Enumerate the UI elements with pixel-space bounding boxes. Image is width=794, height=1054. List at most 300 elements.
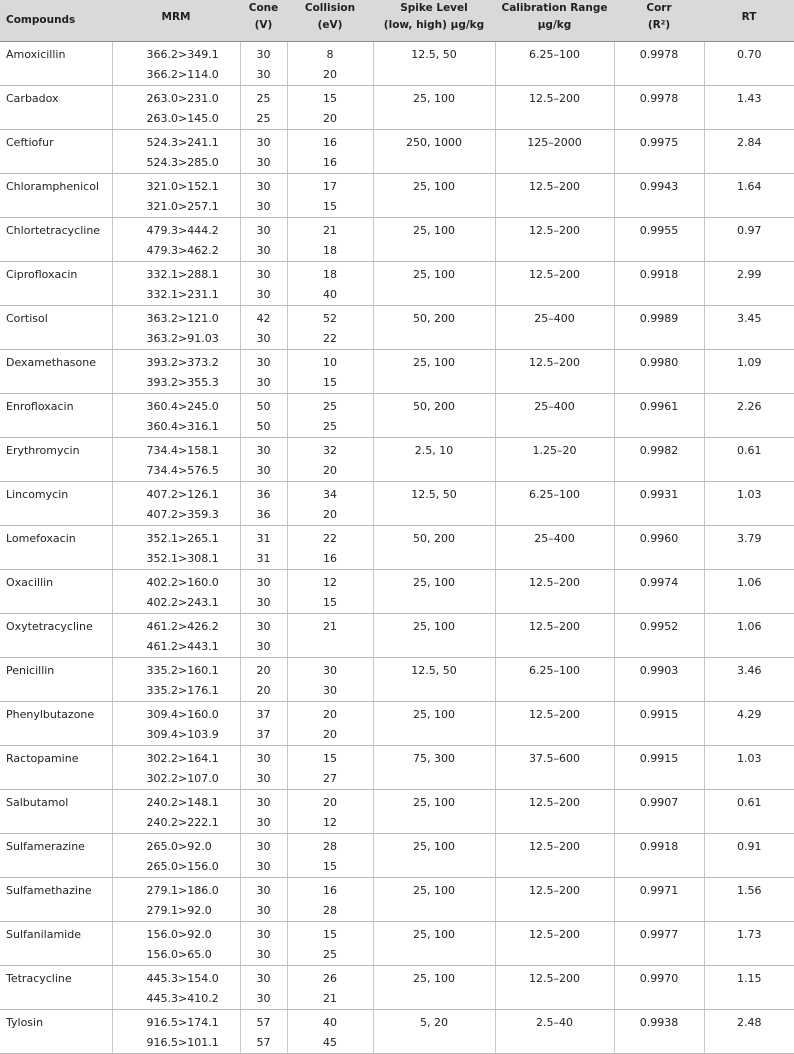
retention-time-empty (704, 901, 794, 922)
collision-energy: 30 (287, 681, 373, 702)
mrm-transition: 240.2>222.1 (112, 813, 240, 834)
correlation: 0.9961 (614, 394, 704, 418)
collision-energy: 15 (287, 857, 373, 878)
collision-energy: 10 (287, 350, 373, 374)
correlation-empty (614, 65, 704, 86)
header-spike-line2: (low, high) µg/kg (383, 19, 485, 31)
compound-name: Dexamethasone (6, 356, 97, 369)
mrm-transition: 916.5>101.1 (112, 1033, 240, 1054)
retention-time-empty (704, 945, 794, 966)
cone-voltage: 25 (240, 109, 287, 130)
calibration-range-empty (495, 857, 614, 878)
correlation: 0.9980 (614, 350, 704, 374)
collision-energy: 18 (287, 262, 373, 286)
table-row-secondary (0, 241, 794, 262)
correlation-empty (614, 857, 704, 878)
calibration-range: 12.5–200 (495, 702, 614, 726)
correlation: 0.9903 (614, 658, 704, 682)
mrm-transition: 156.0>92.0 (112, 922, 240, 946)
mrm-transition: 479.3>444.2 (112, 218, 240, 242)
compound-name-empty (0, 285, 112, 306)
collision-energy: 15 (287, 373, 373, 394)
collision-energy: 16 (287, 878, 373, 902)
table-row (0, 834, 794, 858)
spike-level: 25, 100 (373, 570, 495, 594)
spike-level: 12.5, 50 (373, 482, 495, 506)
table-row (0, 658, 794, 682)
spike-level-empty (373, 857, 495, 878)
header-row (0, 0, 794, 42)
calibration-range-empty (495, 989, 614, 1010)
collision-energy: 21 (287, 989, 373, 1010)
table-row (0, 130, 794, 154)
retention-time: 1.03 (704, 746, 794, 770)
compound-name-empty (0, 549, 112, 570)
spike-level-empty (373, 945, 495, 966)
correlation-empty (614, 417, 704, 438)
calibration-range: 12.5–200 (495, 790, 614, 814)
compound-name-empty (0, 945, 112, 966)
correlation-empty (614, 593, 704, 614)
collision-energy: 15 (287, 922, 373, 946)
cone-voltage: 30 (240, 790, 287, 814)
compound-name: Penicillin (6, 664, 55, 677)
table-row-secondary (0, 989, 794, 1010)
mrm-transition: 366.2>114.0 (112, 65, 240, 86)
correlation: 0.9982 (614, 438, 704, 462)
mrm-transition: 352.1>265.1 (112, 526, 240, 550)
compound-name-empty (0, 901, 112, 922)
calibration-range-empty (495, 461, 614, 482)
calibration-range-empty (495, 725, 614, 746)
spike-level-empty (373, 197, 495, 218)
correlation-empty (614, 329, 704, 350)
header-calibration-line1: Calibration Range (501, 2, 608, 14)
table-row-secondary (0, 945, 794, 966)
correlation-empty (614, 461, 704, 482)
retention-time: 2.48 (704, 1010, 794, 1034)
correlation: 0.9915 (614, 702, 704, 726)
correlation: 0.9918 (614, 262, 704, 286)
cone-voltage: 50 (240, 394, 287, 418)
spike-level-empty (373, 109, 495, 130)
header-collision (287, 0, 373, 42)
correlation-empty (614, 637, 704, 658)
calibration-range-empty (495, 945, 614, 966)
retention-time-empty (704, 329, 794, 350)
table-row-secondary (0, 505, 794, 526)
cone-voltage: 30 (240, 834, 287, 858)
table-row-secondary (0, 461, 794, 482)
compound-name-empty (0, 681, 112, 702)
calibration-range-empty (495, 1033, 614, 1054)
cone-voltage: 30 (240, 966, 287, 990)
mrm-transition: 393.2>373.2 (112, 350, 240, 374)
calibration-range: 25–400 (495, 306, 614, 330)
table-row-secondary (0, 725, 794, 746)
calibration-range: 25–400 (495, 394, 614, 418)
correlation-empty (614, 373, 704, 394)
spike-level: 25, 100 (373, 790, 495, 814)
table-row-secondary (0, 417, 794, 438)
calibration-range: 12.5–200 (495, 350, 614, 374)
retention-time: 0.61 (704, 438, 794, 462)
calibration-range: 25–400 (495, 526, 614, 550)
cone-voltage: 30 (240, 769, 287, 790)
header-collision-line2: (eV) (317, 19, 343, 31)
spike-level: 12.5, 50 (373, 42, 495, 66)
retention-time-empty (704, 813, 794, 834)
spike-level: 25, 100 (373, 702, 495, 726)
retention-time: 1.43 (704, 86, 794, 110)
spike-level-empty (373, 813, 495, 834)
compound-name: Amoxicillin (6, 48, 66, 61)
retention-time-empty (704, 593, 794, 614)
retention-time-empty (704, 153, 794, 174)
compound-name-empty (0, 65, 112, 86)
retention-time: 1.06 (704, 614, 794, 638)
calibration-range: 12.5–200 (495, 218, 614, 242)
compound-name-empty (0, 593, 112, 614)
cone-voltage: 30 (240, 461, 287, 482)
header-spike-level (373, 0, 495, 42)
retention-time-empty (704, 65, 794, 86)
collision-energy: 15 (287, 746, 373, 770)
mrm-transition: 263.0>145.0 (112, 109, 240, 130)
cone-voltage: 30 (240, 857, 287, 878)
compound-name-empty (0, 461, 112, 482)
calibration-range: 12.5–200 (495, 878, 614, 902)
retention-time-empty (704, 373, 794, 394)
retention-time: 1.64 (704, 174, 794, 198)
mrm-transition: 265.0>156.0 (112, 857, 240, 878)
mrm-transition: 363.2>91.03 (112, 329, 240, 350)
compound-name: Tylosin (6, 1016, 44, 1029)
mrm-transition: 332.1>231.1 (112, 285, 240, 306)
cone-voltage: 31 (240, 526, 287, 550)
collision-energy: 12 (287, 570, 373, 594)
correlation: 0.9943 (614, 174, 704, 198)
collision-energy: 30 (287, 658, 373, 682)
collision-energy: 40 (287, 285, 373, 306)
retention-time-empty (704, 769, 794, 790)
mrm-transition: 335.2>176.1 (112, 681, 240, 702)
calibration-range-empty (495, 549, 614, 570)
spike-level-empty (373, 285, 495, 306)
mrm-transition: 360.4>316.1 (112, 417, 240, 438)
retention-time: 1.73 (704, 922, 794, 946)
header-mrm (112, 0, 240, 42)
calibration-range: 12.5–200 (495, 966, 614, 990)
cone-voltage: 30 (240, 174, 287, 198)
correlation: 0.9960 (614, 526, 704, 550)
spike-level: 50, 200 (373, 306, 495, 330)
mrm-transition: 524.3>285.0 (112, 153, 240, 174)
cone-voltage: 30 (240, 593, 287, 614)
retention-time: 2.99 (704, 262, 794, 286)
collision-energy: 12 (287, 813, 373, 834)
cone-voltage: 30 (240, 350, 287, 374)
table-row (0, 174, 794, 198)
cone-voltage: 30 (240, 813, 287, 834)
spike-level-empty (373, 549, 495, 570)
compound-name: Erythromycin (6, 444, 80, 457)
spike-level: 25, 100 (373, 262, 495, 286)
spike-level: 250, 1000 (373, 130, 495, 154)
collision-energy: 15 (287, 593, 373, 614)
mrm-transition: 445.3>410.2 (112, 989, 240, 1010)
spike-level-empty (373, 989, 495, 1010)
compound-name: Chlortetracycline (6, 224, 101, 237)
cone-voltage: 30 (240, 197, 287, 218)
collision-energy: 20 (287, 725, 373, 746)
correlation: 0.9952 (614, 614, 704, 638)
cone-voltage: 36 (240, 505, 287, 526)
collision-energy: 22 (287, 329, 373, 350)
cone-voltage: 30 (240, 262, 287, 286)
spike-level: 25, 100 (373, 86, 495, 110)
retention-time: 1.06 (704, 570, 794, 594)
mrm-transition: 360.4>245.0 (112, 394, 240, 418)
table-row-secondary (0, 153, 794, 174)
calibration-range-empty (495, 153, 614, 174)
header-calibration-range (495, 0, 614, 42)
cone-voltage: 57 (240, 1010, 287, 1034)
calibration-range-empty (495, 681, 614, 702)
table-header (0, 0, 794, 42)
spike-level: 50, 200 (373, 526, 495, 550)
retention-time-empty (704, 505, 794, 526)
cone-voltage: 30 (240, 989, 287, 1010)
collision-energy: 21 (287, 614, 373, 638)
collision-energy: 20 (287, 790, 373, 814)
mrm-transition: 321.0>257.1 (112, 197, 240, 218)
collision-energy: 28 (287, 834, 373, 858)
cone-voltage: 31 (240, 549, 287, 570)
compound-name-empty (0, 505, 112, 526)
mrm-transition: 461.2>443.1 (112, 637, 240, 658)
collision-energy: 20 (287, 505, 373, 526)
spike-level-empty (373, 505, 495, 526)
correlation-empty (614, 901, 704, 922)
table-row (0, 86, 794, 110)
calibration-range: 37.5–600 (495, 746, 614, 770)
calibration-range: 12.5–200 (495, 570, 614, 594)
calibration-range-empty (495, 373, 614, 394)
mrm-transition: 734.4>158.1 (112, 438, 240, 462)
header-mrm-label: MRM (161, 11, 191, 23)
collision-energy: 20 (287, 702, 373, 726)
retention-time-empty (704, 725, 794, 746)
cone-voltage: 30 (240, 373, 287, 394)
compound-name: Sulfamerazine (6, 840, 85, 853)
header-cone-line2: (V) (254, 19, 273, 31)
mrm-transition: 352.1>308.1 (112, 549, 240, 570)
correlation: 0.9971 (614, 878, 704, 902)
collision-energy: 8 (287, 42, 373, 66)
table-row (0, 878, 794, 902)
mrm-transition: 156.0>65.0 (112, 945, 240, 966)
spike-level: 75, 300 (373, 746, 495, 770)
calibration-range-empty (495, 65, 614, 86)
header-corr-line1: Corr (646, 2, 672, 14)
compound-name: Ractopamine (6, 752, 79, 765)
correlation: 0.9978 (614, 86, 704, 110)
calibration-range: 12.5–200 (495, 922, 614, 946)
correlation: 0.9974 (614, 570, 704, 594)
cone-voltage: 30 (240, 218, 287, 242)
retention-time: 2.26 (704, 394, 794, 418)
correlation: 0.9918 (614, 834, 704, 858)
spike-level-empty (373, 637, 495, 658)
table-body (0, 42, 794, 1054)
mrm-transition: 279.1>92.0 (112, 901, 240, 922)
correlation: 0.9975 (614, 130, 704, 154)
spike-level: 25, 100 (373, 878, 495, 902)
spike-level: 25, 100 (373, 350, 495, 374)
compound-name: Ceftiofur (6, 136, 54, 149)
correlation-empty (614, 109, 704, 130)
collision-energy: 26 (287, 966, 373, 990)
spike-level-empty (373, 65, 495, 86)
table-row (0, 790, 794, 814)
mrm-transition: 309.4>103.9 (112, 725, 240, 746)
retention-time-empty (704, 109, 794, 130)
compound-name: Carbadox (6, 92, 59, 105)
calibration-range: 6.25–100 (495, 482, 614, 506)
header-corr-line2: (R²) (647, 19, 671, 31)
table-row-secondary (0, 1033, 794, 1054)
correlation: 0.9989 (614, 306, 704, 330)
cone-voltage: 36 (240, 482, 287, 506)
collision-energy: 22 (287, 526, 373, 550)
correlation-empty (614, 549, 704, 570)
mrm-transition: 407.2>359.3 (112, 505, 240, 526)
mrm-transition: 402.2>160.0 (112, 570, 240, 594)
retention-time-empty (704, 681, 794, 702)
cone-voltage: 30 (240, 329, 287, 350)
correlation: 0.9970 (614, 966, 704, 990)
spike-level-empty (373, 681, 495, 702)
spike-level: 25, 100 (373, 218, 495, 242)
mrm-transition: 332.1>288.1 (112, 262, 240, 286)
header-cone-line1: Cone (248, 2, 279, 14)
compound-name: Oxytetracycline (6, 620, 93, 633)
retention-time-empty (704, 989, 794, 1010)
spike-level-empty (373, 593, 495, 614)
table-row-secondary (0, 65, 794, 86)
compound-name-empty (0, 153, 112, 174)
compound-name-empty (0, 417, 112, 438)
cone-voltage: 57 (240, 1033, 287, 1054)
collision-energy: 16 (287, 549, 373, 570)
retention-time-empty (704, 857, 794, 878)
mrm-transition: 309.4>160.0 (112, 702, 240, 726)
spike-level: 25, 100 (373, 174, 495, 198)
correlation: 0.9955 (614, 218, 704, 242)
collision-energy: 32 (287, 438, 373, 462)
compound-name: Sulfanilamide (6, 928, 81, 941)
retention-time: 1.15 (704, 966, 794, 990)
mrm-transition: 407.2>126.1 (112, 482, 240, 506)
mrm-transition: 402.2>243.1 (112, 593, 240, 614)
cone-voltage: 30 (240, 901, 287, 922)
table-row (0, 394, 794, 418)
retention-time: 3.46 (704, 658, 794, 682)
calibration-range: 12.5–200 (495, 174, 614, 198)
calibration-range-empty (495, 285, 614, 306)
compound-name-empty (0, 637, 112, 658)
table-row-secondary (0, 637, 794, 658)
cone-voltage: 20 (240, 681, 287, 702)
cone-voltage: 30 (240, 241, 287, 262)
correlation-empty (614, 505, 704, 526)
mrm-transition: 321.0>152.1 (112, 174, 240, 198)
mrm-transition: 524.3>241.1 (112, 130, 240, 154)
mrm-transition: 734.4>576.5 (112, 461, 240, 482)
collision-energy: 52 (287, 306, 373, 330)
collision-energy: 16 (287, 130, 373, 154)
table-row (0, 570, 794, 594)
spike-level: 2.5, 10 (373, 438, 495, 462)
mrm-transition: 363.2>121.0 (112, 306, 240, 330)
compound-name: Ciprofloxacin (6, 268, 78, 281)
calibration-range: 12.5–200 (495, 262, 614, 286)
correlation-empty (614, 681, 704, 702)
correlation: 0.9931 (614, 482, 704, 506)
correlation-empty (614, 945, 704, 966)
table-row (0, 350, 794, 374)
retention-time: 0.91 (704, 834, 794, 858)
mrm-transition: 240.2>148.1 (112, 790, 240, 814)
compound-name-empty (0, 197, 112, 218)
spike-level-empty (373, 417, 495, 438)
calibration-range-empty (495, 769, 614, 790)
cone-voltage: 30 (240, 570, 287, 594)
collision-energy: 17 (287, 174, 373, 198)
calibration-range: 2.5–40 (495, 1010, 614, 1034)
retention-time: 1.56 (704, 878, 794, 902)
calibration-range: 12.5–200 (495, 86, 614, 110)
spike-level-empty (373, 901, 495, 922)
table-row (0, 1010, 794, 1034)
mrm-transition: 265.0>92.0 (112, 834, 240, 858)
correlation: 0.9978 (614, 42, 704, 66)
compound-name: Salbutamol (6, 796, 69, 809)
correlation-empty (614, 285, 704, 306)
table-row-secondary (0, 901, 794, 922)
spike-level-empty (373, 725, 495, 746)
mrm-transition: 263.0>231.0 (112, 86, 240, 110)
mrm-transition: 445.3>154.0 (112, 966, 240, 990)
table-row (0, 526, 794, 550)
cone-voltage: 30 (240, 42, 287, 66)
header-compounds: Compounds (0, 0, 112, 42)
mrm-transition: 479.3>462.2 (112, 241, 240, 262)
header-calibration-line2: µg/kg (537, 19, 572, 31)
collision-energy: 21 (287, 218, 373, 242)
correlation-empty (614, 989, 704, 1010)
retention-time-empty (704, 549, 794, 570)
retention-time: 2.84 (704, 130, 794, 154)
retention-time-empty (704, 241, 794, 262)
correlation-empty (614, 197, 704, 218)
table-row-secondary (0, 373, 794, 394)
collision-energy: 20 (287, 65, 373, 86)
spike-level-empty (373, 373, 495, 394)
spike-level-empty (373, 769, 495, 790)
compound-name: Oxacillin (6, 576, 54, 589)
